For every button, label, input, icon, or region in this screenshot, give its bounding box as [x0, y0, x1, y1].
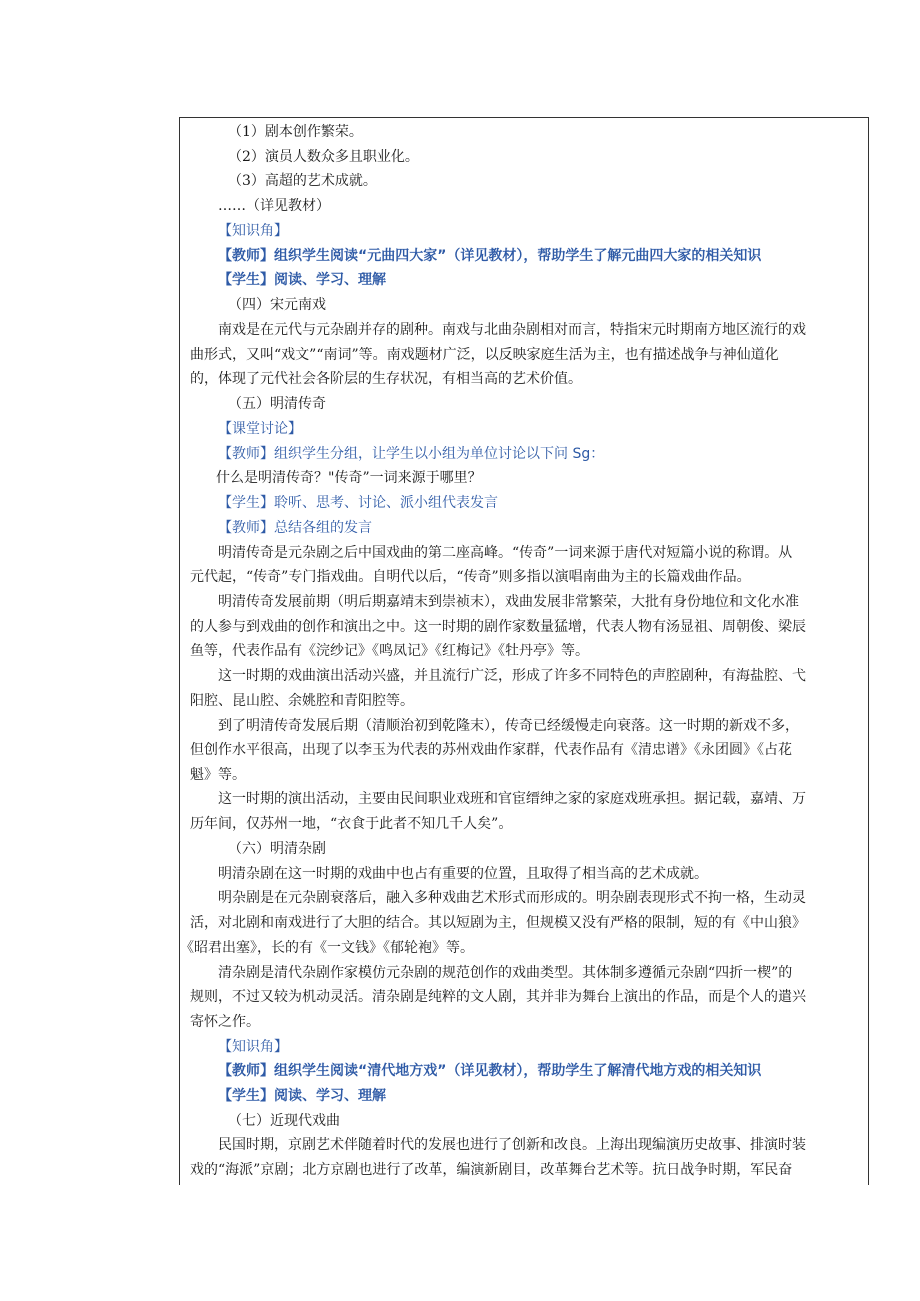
text-line: 清杂剧是清代杂剧作家模仿元杂剧的规范创作的戏曲类型。其体制多遵循元杂剧“四折一楔”的	[218, 965, 793, 981]
annotation-line: 【教师】组织学生阅读“清代地方戏”（详见教材），帮助学生了解清代地方戏的相关知识	[218, 1063, 762, 1079]
text-line: 规则，不过又较为机动灵活。清杂剧是纯粹的文人剧，其并非为舞台上演出的作品，而是个人的遣兴	[190, 989, 806, 1005]
annotation-line: 【学生】阅读、学习、理解	[218, 272, 386, 288]
text-line: 明清传奇发展前期（明后期嘉靖末到崇祯末），戏曲发展非常繁荣，大批有身份地位和文化水准	[218, 594, 799, 610]
content-table-cell	[179, 117, 869, 1185]
annotation-line: 【教师】组织学生分组，让学生以小组为单位讨论以下问 Sg：	[218, 446, 605, 462]
text-line: （六）明清杂剧	[228, 841, 326, 857]
text-line: ……（详见教材）	[218, 198, 330, 214]
text-line: 历年间，仅苏州一地，“衣食于此者不知几千人矣”。	[190, 816, 513, 832]
text-line: 寄怀之作。	[190, 1014, 260, 1030]
annotation-line: 【学生】聆听、思考、讨论、派小组代表发言	[218, 495, 498, 511]
text-line: （2）演员人数众多且职业化。	[228, 149, 419, 165]
text-line: 明清传奇是元杂剧之后中国戏曲的第二座高峰。“传奇”一词来源于唐代对短篇小说的称谓。从	[218, 545, 793, 561]
text-line: （1）剧本创作繁荣。	[228, 124, 363, 140]
annotation-line: 【知识角】	[218, 1039, 288, 1055]
text-line: 但创作水平很高，出现了以李玉为代表的苏州戏曲作家群，代表作品有《清忠谱》《永团圆》《占花	[190, 742, 792, 758]
text-line: 的，体现了元代社会各阶层的生存状况，有相当高的艺术价值。	[190, 371, 582, 387]
annotation-line: 【学生】阅读、学习、理解	[218, 1088, 386, 1104]
text-line: 魁》等。	[190, 767, 246, 783]
text-line: 阳腔、昆山腔、余姚腔和青阳腔等。	[190, 693, 414, 709]
text-line: （七）近现代戏曲	[228, 1113, 340, 1129]
text-line: 活，对北剧和南戏进行了大胆的结合。其以短剧为主，但规模又没有严格的限制，短的有《中山狼》	[190, 915, 806, 931]
text-line: （五）明清传奇	[228, 396, 326, 412]
text-line: 民国时期，京剧艺术伴随着时代的发展也进行了创新和改良。上海出现编演历史故事、排演时装	[218, 1137, 806, 1153]
text-line: 《昭君出塞》，长的有《一文钱》《郁轮袍》等。	[180, 940, 474, 956]
annotation-line: 【知识角】	[218, 223, 288, 239]
text-line: 南戏是在元代与元杂剧并存的剧种。南戏与北曲杂剧相对而言，特指宋元时期南方地区流行的戏	[218, 322, 806, 338]
text-line: 曲形式，又叫“戏文”“南词”等。南戏题材广泛，以反映家庭生活为主，也有描述战争与神仙道化	[190, 347, 779, 363]
text-line: （3）高超的艺术成就。	[228, 173, 377, 189]
text-line: （四）宋元南戏	[228, 297, 326, 313]
text-line: 的人参与到戏曲的创作和演出之中。这一时期的剧作家数量猛增，代表人物有汤显祖、周朝俊、梁辰	[190, 619, 806, 635]
text-line: 明杂剧是在元杂剧衰落后，融入多种戏曲艺术形式而形成的。明杂剧表现形式不拘一格，生动灵	[218, 890, 806, 906]
text-line: 什么是明清传奇？"传奇”一词来源于哪里？	[216, 470, 482, 486]
annotation-line: 【课堂讨论】	[218, 421, 302, 437]
text-line: 戏的“海派”京剧；北方京剧也进行了改革，编演新剧目，改革舞台艺术等。抗日战争时期，军民奋	[190, 1162, 793, 1178]
text-line: 元代起，“传奇”专门指戏曲。自明代以后，“传奇”则多指以演唱南曲为主的长篇戏曲作品。	[190, 569, 751, 585]
text-line: 这一时期的演出活动，主要由民间职业戏班和官宦缙绅之家的家庭戏班承担。据记载，嘉靖、万	[218, 791, 806, 807]
text-line: 到了明清传奇发展后期（清顺治初到乾隆末），传奇已经缓慢走向衰落。这一时期的新戏不多，	[218, 718, 799, 734]
text-line: 鱼等，代表作品有《浣纱记》《鸣凤记》《红梅记》《牡丹亭》等。	[190, 643, 589, 659]
annotation-line: 【教师】组织学生阅读“元曲四大家”（详见教材），帮助学生了解元曲四大家的相关知识	[218, 248, 762, 264]
text-line: 这一时期的戏曲演出活动兴盛，并且流行广泛，形成了许多不同特色的声腔剧种，有海盐腔、弋	[218, 668, 806, 684]
annotation-line: 【教师】总结各组的发言	[218, 520, 372, 536]
text-line: 明清杂剧在这一时期的戏曲中也占有重要的位置，且取得了相当高的艺术成就。	[218, 866, 708, 882]
